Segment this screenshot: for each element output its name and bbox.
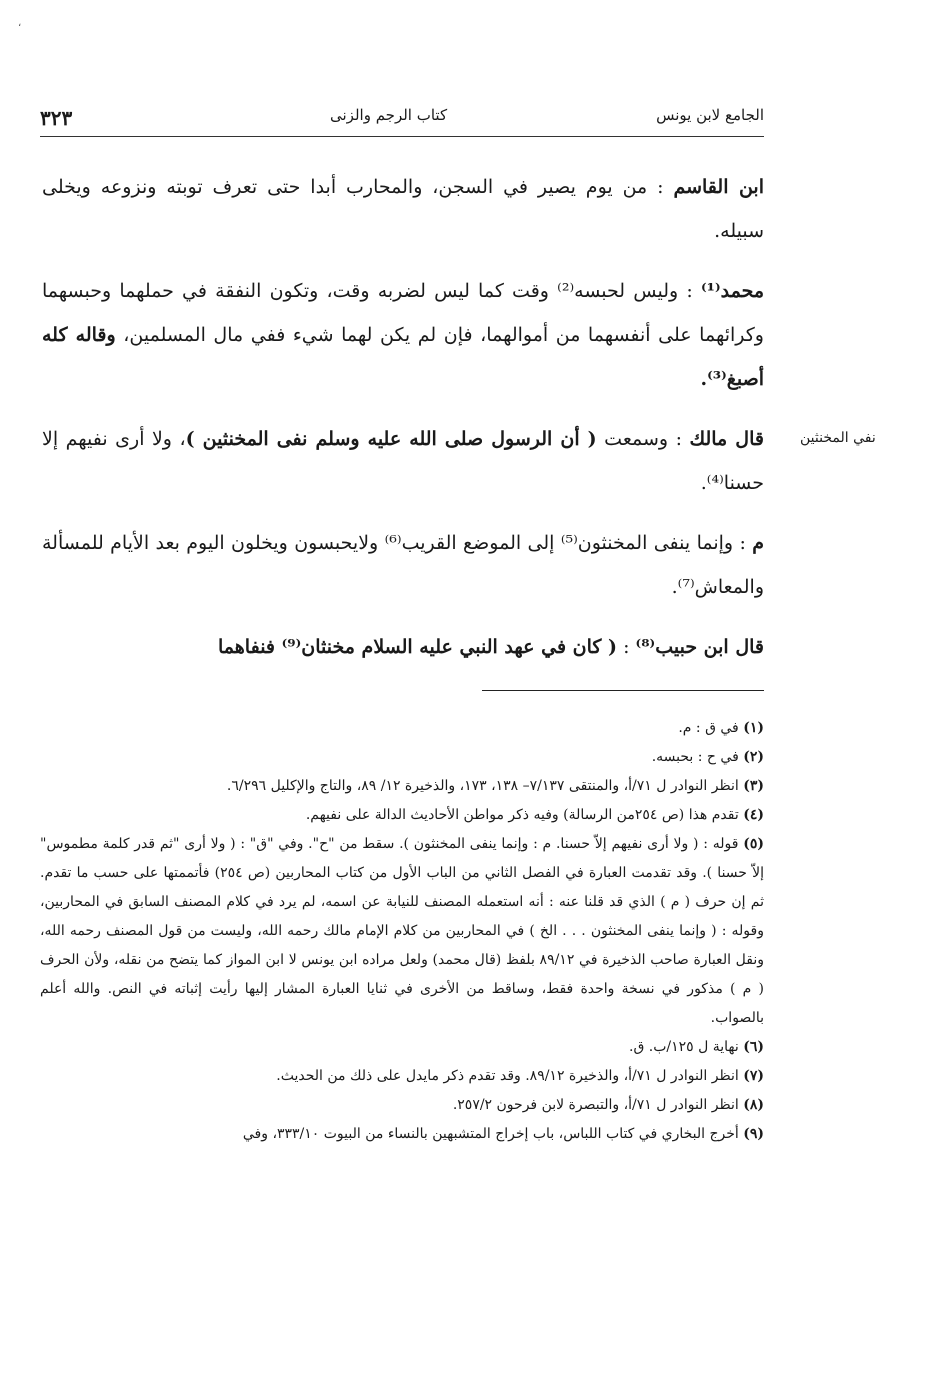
paragraph-text: : وإنما ينفى المخنثون⁽⁵⁾ إلى الموضع القريب⁽⁶⁾ ولايحبسون ويخلون اليوم بعد الأيام للمسألة والمعاش⁽⁷⁾. xyxy=(42,532,764,598)
speaker-name: قال مالك xyxy=(689,428,764,450)
paragraph xyxy=(42,269,764,401)
footnote xyxy=(40,772,764,801)
hadith-quote: ( كان في عهد النبي عليه السلام مخنثان⁽⁹⁾ فنفاهما xyxy=(218,636,618,658)
footnote xyxy=(40,830,764,1033)
speaker-name: قال ابن حبيب⁽⁸⁾ xyxy=(635,636,764,658)
paragraph xyxy=(42,165,764,253)
footnote-text: أخرج البخاري في كتاب اللباس، باب إخراج المتشبهين بالنساء من البيوت ٣٣٣/١٠، وفي xyxy=(242,1126,739,1142)
footnote xyxy=(40,714,764,743)
footnote xyxy=(40,1091,764,1120)
footnote-rule xyxy=(482,690,764,691)
paragraph xyxy=(42,521,764,609)
scan-mark: ، xyxy=(18,18,22,29)
footnote xyxy=(40,1062,764,1091)
footnote-number: (٥) xyxy=(743,836,764,852)
footnote xyxy=(40,1120,764,1149)
footnote-number: (٨) xyxy=(743,1097,764,1113)
footnotes xyxy=(40,714,764,1149)
header-rule xyxy=(40,136,764,137)
section-title: كتاب الرجم والزنى xyxy=(330,106,448,124)
page-header xyxy=(40,106,764,138)
footnote xyxy=(40,1033,764,1062)
footnote-number: (٢) xyxy=(743,749,764,765)
footnote-number: (١) xyxy=(743,720,764,736)
paragraph-text: : وسمعت xyxy=(596,428,690,450)
footnote-text: نهاية ل ١٢٥/ب. ق. xyxy=(629,1039,739,1055)
main-text xyxy=(42,165,764,685)
running-title: الجامع لابن يونس xyxy=(656,106,764,124)
hadith-quote: ( أن الرسول صلى الله عليه وسلم نفى المخنثين ) xyxy=(185,428,597,450)
speaker-name: محمد⁽¹⁾ xyxy=(700,280,765,302)
paragraph-text: : xyxy=(617,636,636,658)
footnote-number: (٦) xyxy=(743,1039,764,1055)
footnote-number: (٣) xyxy=(743,778,764,794)
footnote xyxy=(40,801,764,830)
paragraph xyxy=(42,625,764,669)
paragraph-text: : من يوم يصير في السجن، والمحارب أبدا حتى تعرف توبته ونزوعه ويخلى سبيله. xyxy=(42,176,764,242)
page-number: ٣٢٣ xyxy=(40,106,73,130)
paragraph-text: : وليس لحبسه⁽²⁾ وقت كما ليس لضربه وقت، وتكون النفقة في حملهما وحبسهما وكرائهما على أنفسهما من أموالهما، فإن لم يكن لهما شيء ففي مال المسلمين، xyxy=(42,280,764,346)
footnote-text: انظر النوادر ل ٧١/أ، والمنتقى ٧/١٣٧– ١٣٨، ١٧٣، والذخيرة ١٢/ ٨٩، والتاج والإكليل ٦/٢٩٦. xyxy=(226,778,739,794)
footnote-text: تقدم هذا (ص ٢٥٤من الرسالة) وفيه ذكر مواطن الأحاديث الدالة على نفيهم. xyxy=(305,807,739,823)
footnote-number: (٤) xyxy=(743,807,764,823)
speaker-name: ابن القاسم xyxy=(673,176,765,198)
paragraph xyxy=(42,417,764,505)
footnote-text: قوله : ( ولا أرى نفيهم إلاّ حسنا. م : وإنما ينفى المخنثون ). سقط من "ح". وفي "ق" : ( ولا أرى "ثم قدر كلمة مطموس" إلاّ حسنا ). وقد تقدمت العبارة في الفصل الثاني من الباب الأول من كتاب المحاربين (ص ٢٥٤) فأتممتها على حسب ما تقدم. ثم إن حرف ( م ) الذي قد قلنا عنه : أنه استعمله المصنف للنيابة عن اسمه، لم يرد في كلام المصنف السابق في المحاربين، وقوله : ( وإنما ينفى المخنثون . . . الخ ) في المحاربين من كلام الإمام مالك رحمه الله، وليست من قول المصنف رحمه الله، ونقل العبارة صاحب الذخيرة في ٨٩/١٢ بلفظ (قال محمد) ولعل مراده ابن يونس لا ابن المواز كما يتضح من نقله، ولأن الحرف ( م ) مذكور في نسخة واحدة فقط، وساقط من الأخرى في ثنايا العبارة المشار إليها رأيت إثباته في النص. والله أعلم بالصواب. xyxy=(40,836,765,1026)
speaker-name: م xyxy=(752,532,765,554)
footnote xyxy=(40,743,764,772)
margin-note: نفي المخنثين xyxy=(800,430,876,446)
paragraph-bold-text: وقاله كله أصبغ⁽³⁾. xyxy=(42,324,764,390)
footnote-number: (٩) xyxy=(743,1126,764,1142)
footnote-text: انظر النوادر ل ٧١/أ، والذخيرة ٨٩/١٢. وقد تقدم ذكر مايدل على ذلك من الحديث. xyxy=(276,1068,739,1084)
paragraph-text-tail: ، ولا أرى نفيهم إلا حسنا⁽⁴⁾. xyxy=(42,428,764,494)
footnote-number: (٧) xyxy=(743,1068,764,1084)
footnote-text: في ح : بحبسه. xyxy=(651,749,739,765)
footnote-text: في ق : م. xyxy=(678,720,739,736)
footnote-text: انظر النوادر ل ٧١/أ، والتبصرة لابن فرحون ٢٥٧/٢. xyxy=(452,1097,739,1113)
